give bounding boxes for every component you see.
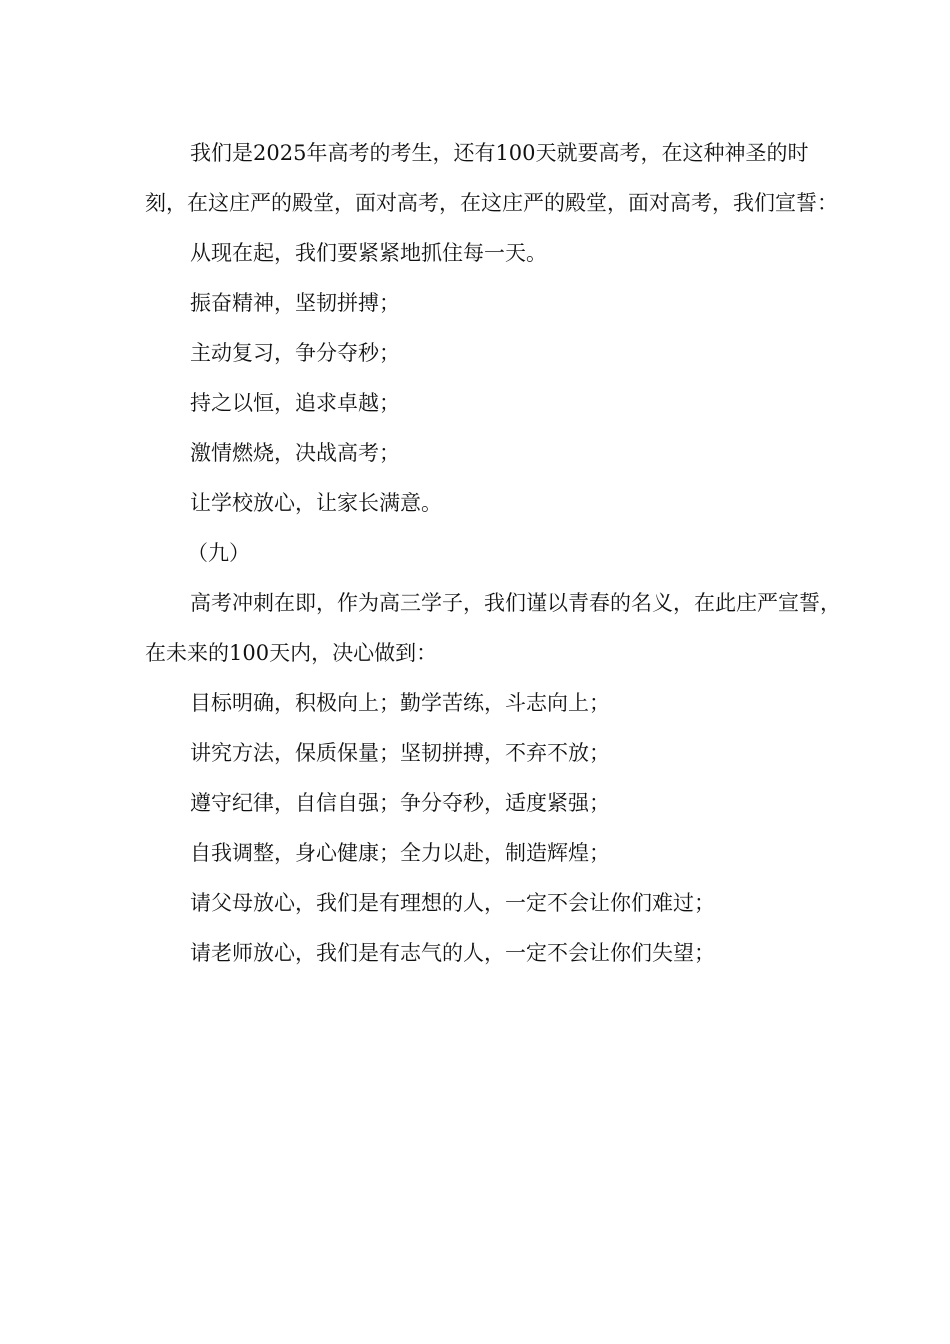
oath-line: 让学校放心，让家长满意。 bbox=[190, 491, 442, 515]
oath-line: 自我调整，身心健康；全力以赴，制造辉煌； bbox=[190, 841, 610, 865]
oath-line: 激情燃烧，决战高考； bbox=[190, 441, 400, 465]
oath-line: 请老师放心，我们是有志气的人，一定不会让你们失望； bbox=[190, 941, 715, 965]
oath-line: 讲究方法，保质保量；坚韧拼搏，不弃不放； bbox=[190, 741, 610, 765]
oath-line: 遵守纪律，自信自强；争分夺秒，适度紧强； bbox=[190, 791, 610, 815]
oath-line: 请父母放心，我们是有理想的人，一定不会让你们难过； bbox=[190, 891, 715, 915]
oath-line: 目标明确，积极向上；勤学苦练，斗志向上； bbox=[190, 691, 610, 715]
oath-line: 持之以恒，追求卓越； bbox=[190, 391, 400, 415]
oath-intro-paragraph: 我们是2025年高考的考生，还有100天就要高考，在这种神圣的时刻，在这庄严的殿堂，面对高考，在这庄严的殿堂，面对高考，我们宣誓： bbox=[145, 141, 838, 215]
section-intro-paragraph: 高考冲刺在即，作为高三学子，我们谨以青春的名义，在此庄严宣誓，在未来的100天内，决心做到： bbox=[145, 591, 841, 665]
oath-line: 主动复习，争分夺秒； bbox=[190, 341, 400, 365]
oath-line: 振奋精神，坚韧拼搏； bbox=[190, 291, 400, 315]
section-heading: （九） bbox=[187, 541, 250, 565]
document-body bbox=[145, 128, 845, 978]
oath-line: 从现在起，我们要紧紧地抓住每一天。 bbox=[190, 241, 547, 265]
